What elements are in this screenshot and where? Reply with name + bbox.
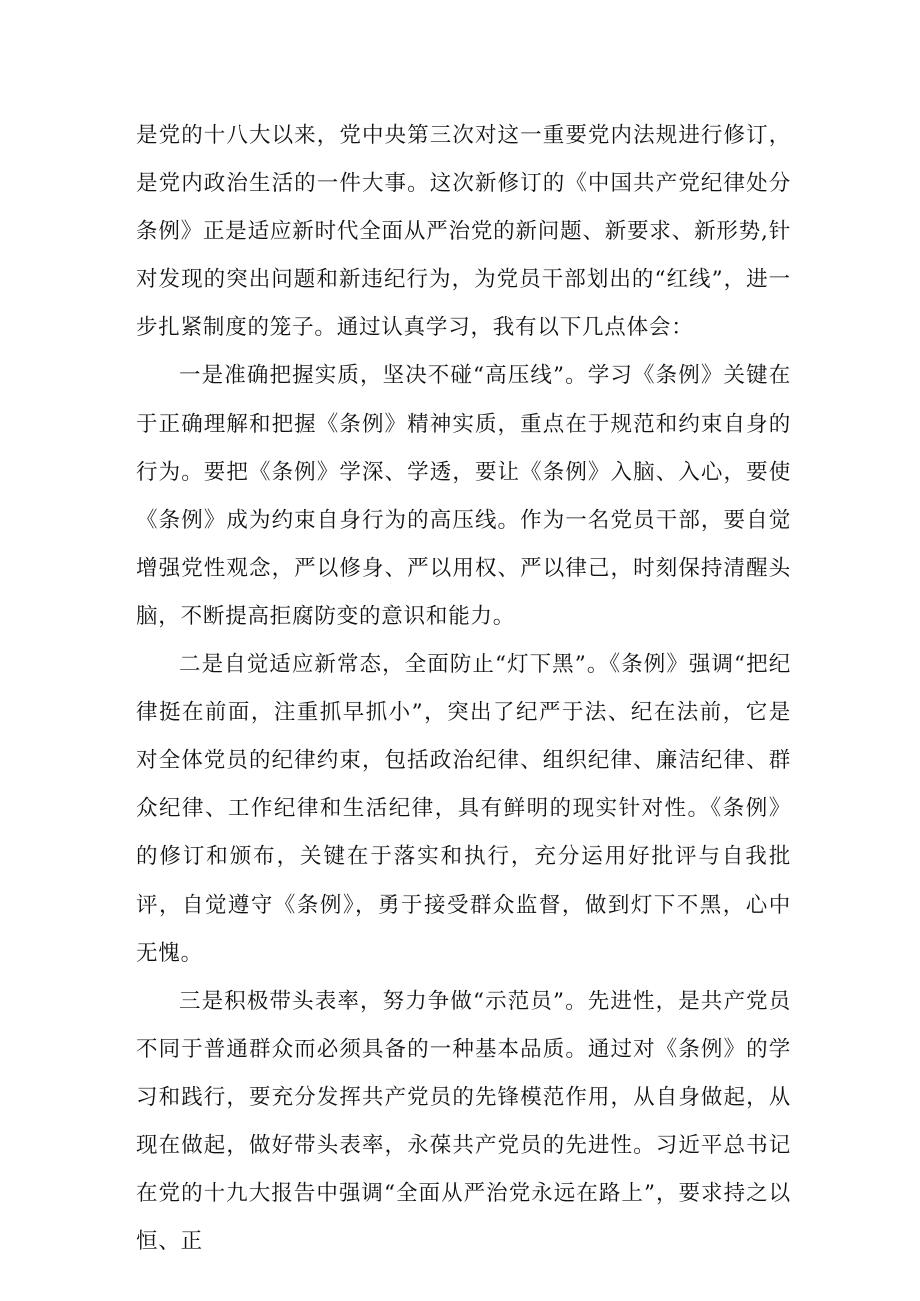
paragraph-point-two: 二是自觉适应新常态，全面防止“灯下黑”。《条例》强调“把纪律挺在前面，注重抓早抓小”，突出了纪严于法、纪在法前，它是对全体党员的纪律约束，包括政治纪律、组织纪律、廉洁纪律、群众纪律、工作纪律和生活纪律，具有鲜明的现实针对性。《条例》的修订和颁布，关键在于落实和执行，充分运用好批评与自我批评，自觉遵守《条例》，勇于接受群众监督，做到灯下不黑，心中无愧。 [136,652,791,966]
paragraph-point-three: 三是积极带头表率，努力争做“示范员”。先进性，是共产党员不同于普通群众而必须具备的一种基本品质。通过对《条例》的学习和践行，要充分发挥共产党员的先锋模范作用，从自身做起，从现在做起，做好带头表率，永葆共产党员的先进性。习近平总书记在党的十九大报告中强调“全面从严治党永远在路上”，要求持之以恒、正 [136,988,791,1255]
paragraph-intro-continued: 是党的十八大以来，党中央第三次对这一重要党内法规进行修订，是党内政治生活的一件大事。这次新修订的《中国共产党纪律处分条例》正是适应新时代全面从严治党的新问题、新要求、新形势,针对发现的突出问题和新违纪行为，为党员干部划出的“红线”，进一步扎紧制度的笼子。通过认真学习，我有以下几点体会： [136,123,791,341]
paragraph-point-one: 一是准确把握实质，坚决不碰“高压线”。学习《条例》关键在于正确理解和把握《条例》精神实质，重点在于规范和约束自身的行为。要把《条例》学深、学透，要让《条例》入脑、入心，要使《条例》成为约束自身行为的高压线。作为一名党员干部，要自觉增强党性观念，严以修身、严以用权、严以律己，时刻保持清醒头脑，不断提高拒腐防变的意识和能力。 [136,363,791,629]
document-body [136,112,791,1266]
